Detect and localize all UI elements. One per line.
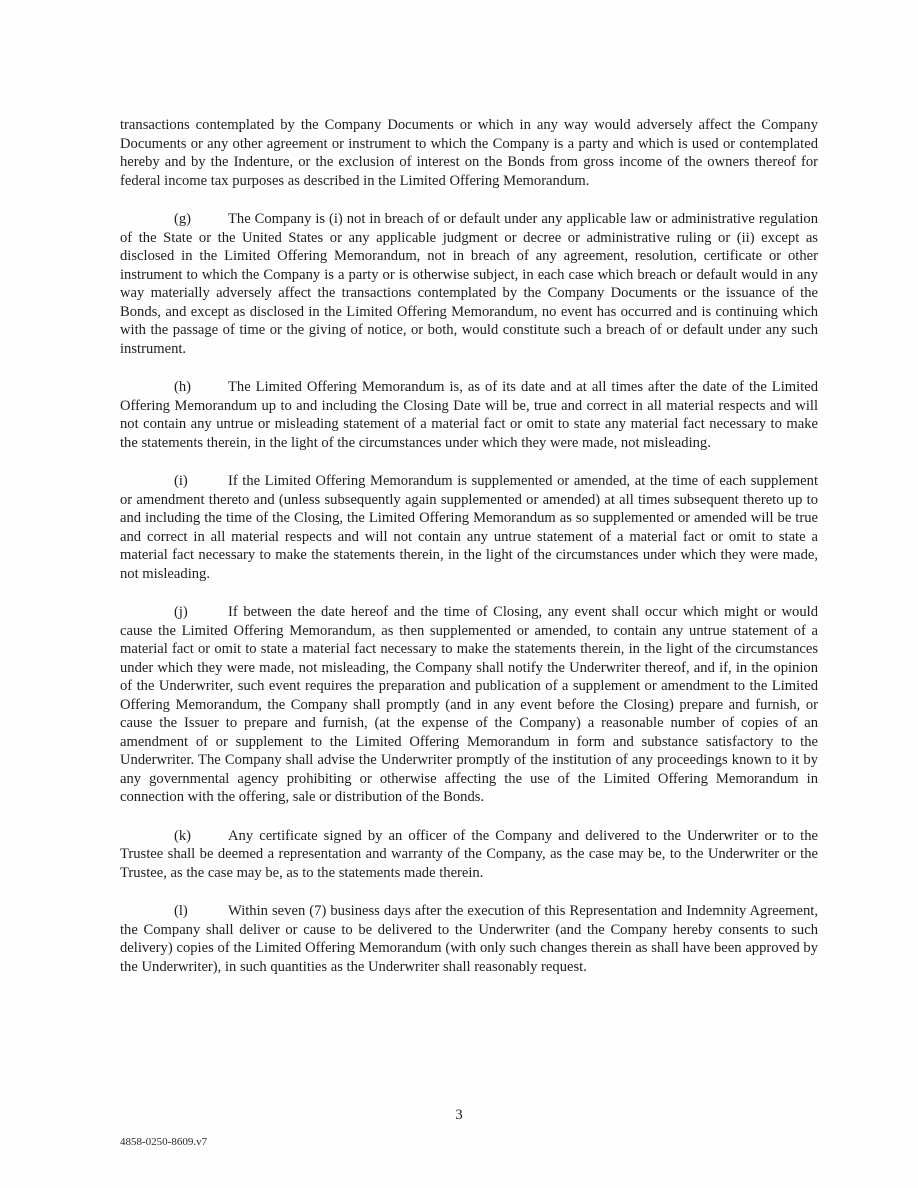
paragraph-g — [120, 210, 818, 358]
paragraph-text: Any certificate signed by an officer of the Company and delivered to the Underwriter or to the Trustee shall be deemed a representation and warranty of the Company, as the case may be, to the Underwriter or the Trustee, as the case may be, as to the statements made therein. — [120, 827, 818, 881]
paragraph-label: (l) — [174, 903, 188, 919]
paragraph-text: transactions contemplated by the Company Documents or which in any way would adversely affect the Company Documents or any other agreement or instrument to which the Company is a party and which is used or contemplated hereby and by the Indenture, or the exclusion of interest on the Bonds from gross income of the owners thereof for federal income tax purposes as described in the Limited Offering Memorandum. — [120, 117, 818, 189]
paragraph-j — [120, 603, 818, 807]
paragraph-i — [120, 472, 818, 583]
paragraph-text: The Company is (i) not in breach of or default under any applicable law or administrative regulation of the State or the United States or any applicable judgment or decree or administrative ruling or (ii) except as disclosed in the Limited Offering Memorandum, not in breach of any agreement, resolution, certificate or other instrument to which the Company is a party or is otherwise subject, in each case which breach or default would in any way materially adversely affect the transactions contemplated by the Company Documents or the issuance of the Bonds, and except as disclosed in the Limited Offering Memorandum, no event has occurred and is continuing which with the passage of time or the giving of notice, or both, would constitute such a breach of or default under any such instrument. — [120, 211, 818, 357]
document-body — [120, 116, 818, 996]
paragraph-label: (g) — [174, 211, 192, 227]
paragraph-l — [120, 902, 818, 976]
paragraph-label: (k) — [174, 827, 192, 844]
paragraph-text: If between the date hereof and the time of Closing, any event shall occur which might or would cause the Limited Offering Memorandum, as then supplemented or amended, to contain any untrue statement of a material fact or omit to state a material fact necessary to make the statements therein, in the light of the circumstances under which they were made, not misleading, the Company shall notify the Underwriter thereof, and if, in the opinion of the Underwriter, such event requires the preparation and publication of a supplement or amendment to the Limited Offering Memorandum, the Company shall promptly (and in any event before the Closing) prepare and furnish, or cause the Issuer to prepare and furnish, (at the expense of the Company) a reasonable number of copies of an amendment of or supplement to the Limited Offering Memorandum in form and substance satisfactory to the Underwriter. The Company shall advise the Underwriter promptly of the institution of any proceedings known to it by any governmental agency prohibiting or otherwise affecting the use of the Limited Offering Memorandum in connection with the offering, sale or distribution of the Bonds. — [120, 604, 818, 805]
paragraph-h — [120, 378, 818, 452]
paragraph-text: The Limited Offering Memorandum is, as of its date and at all times after the date of the Limited Offering Memorandum up to and including the Closing Date will be, true and correct in all material respects and will not contain any untrue or misleading statement of a material fact or omit to state any material fact necessary to make the statements therein, in the light of the circumstances under which they were made, not misleading. — [120, 379, 818, 451]
paragraph-label: (h) — [174, 379, 192, 395]
paragraph-text: Within seven (7) business days after the execution of this Representation and Indemnity Agreement, the Company shall deliver or cause to be delivered to the Underwriter (and the Company hereby consents to such delivery) copies of the Limited Offering Memorandum (with only such changes therein as shall have been approved by the Underwriter), in such quantities as the Underwriter shall reasonably request. — [120, 903, 818, 975]
document-id: 4858-0250-8609.v7 — [120, 1136, 208, 1148]
page-number: 3 — [455, 1107, 463, 1123]
paragraph-continuation — [120, 116, 818, 190]
paragraph-k — [120, 827, 818, 883]
paragraph-label: (j) — [174, 604, 188, 620]
paragraph-label: (i) — [174, 473, 188, 489]
paragraph-text: If the Limited Offering Memorandum is supplemented or amended, at the time of each supplement or amendment thereto and (unless subsequently again supplemented or amended) at all times subsequent thereto up to and including the time of the Closing, the Limited Offering Memorandum as so supplemented or amended will be true and correct in all material respects and will not contain any untrue statement of a material fact or omit to state a material fact necessary to make the statements therein, in the light of the circumstances under which they were made, not misleading. — [120, 473, 818, 582]
